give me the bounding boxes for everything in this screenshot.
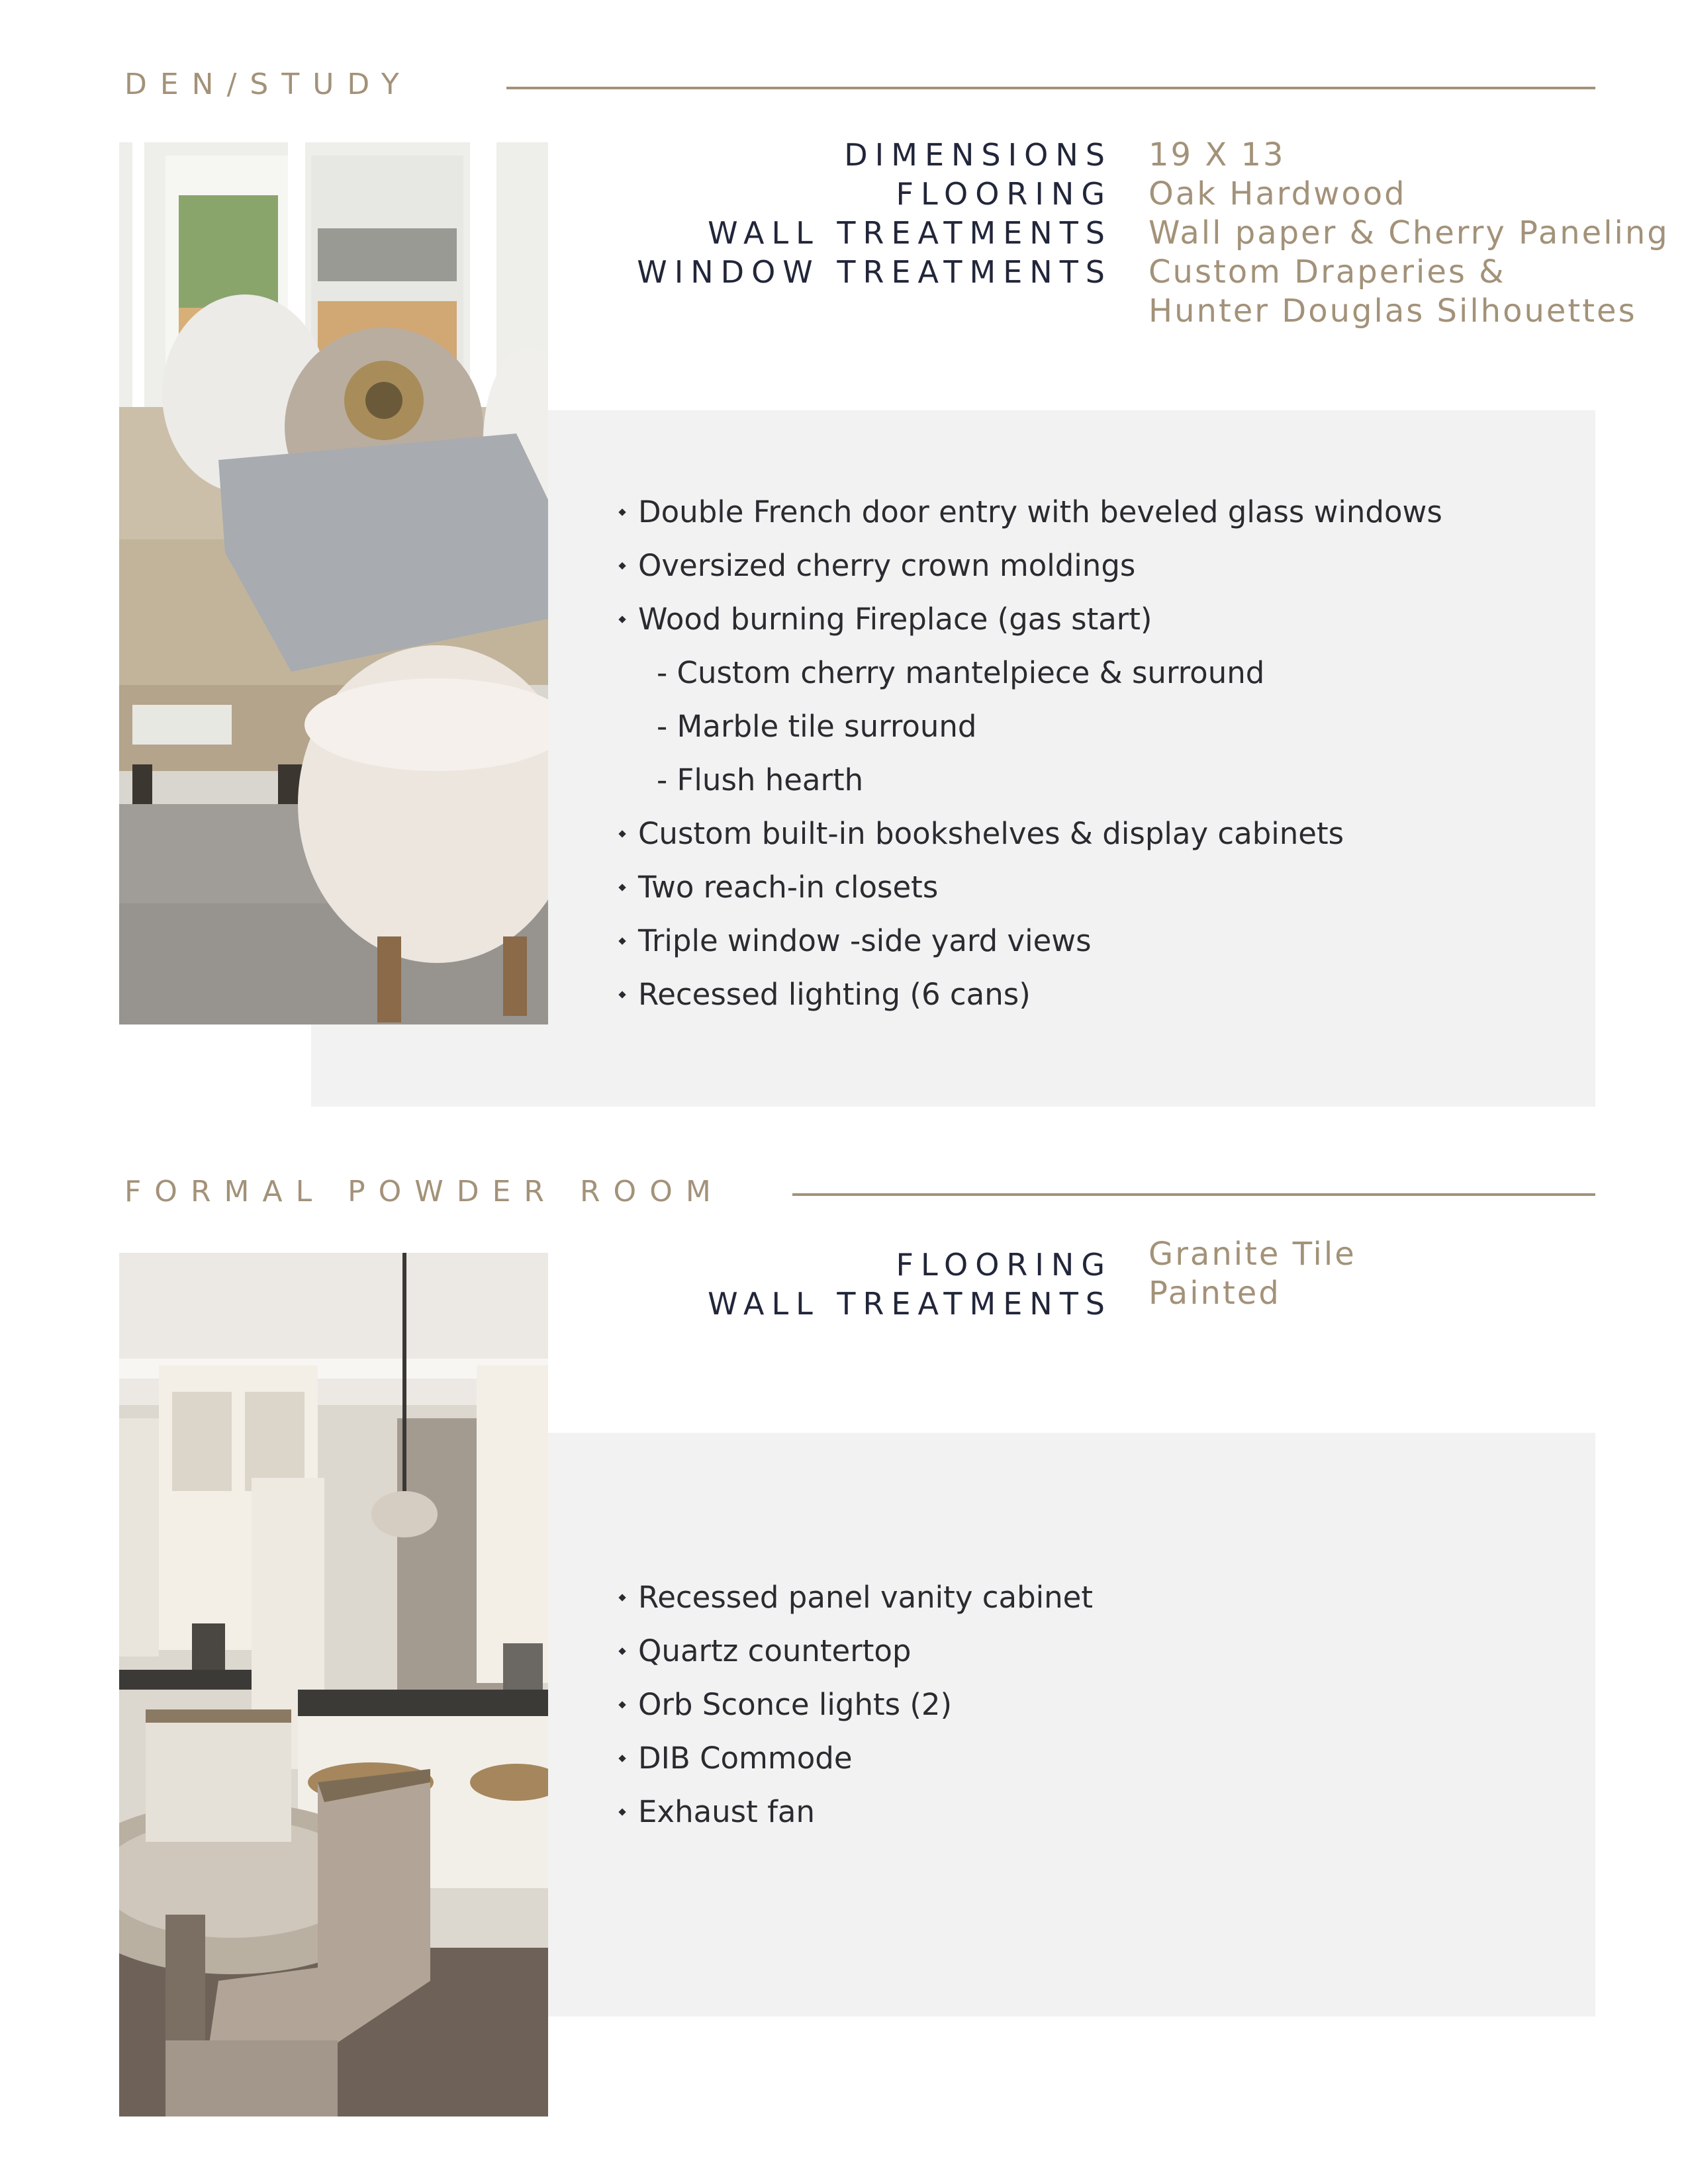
specs-values bbox=[1149, 1235, 1356, 1313]
section-divider bbox=[506, 87, 1595, 89]
list-sub-item: - Custom cherry mantelpiece & surround bbox=[657, 655, 1265, 690]
spec-value-window-treatments: Custom Draperies & bbox=[1149, 253, 1506, 291]
spec-value-flooring: Oak Hardwood bbox=[1149, 175, 1407, 212]
section-title: DEN/STUDY bbox=[124, 68, 412, 101]
features-list bbox=[618, 1570, 1093, 1839]
spec-label-wall-treatments: WALL TREATMENTS bbox=[708, 215, 1112, 251]
spec-value-window-treatments-cont: Hunter Douglas Silhouettes bbox=[1149, 293, 1637, 330]
spec-label-wall-treatments: WALL TREATMENTS bbox=[708, 1286, 1112, 1322]
list-item: Wood burning Fireplace (gas start) bbox=[618, 592, 1442, 646]
section-title: FORMAL POWDER ROOM bbox=[124, 1175, 724, 1208]
spec-label-dimensions: DIMENSIONS bbox=[844, 137, 1112, 173]
spec-value-wall-treatments: Wall paper & Cherry Paneling bbox=[1149, 214, 1669, 251]
list-item: Two reach-in closets bbox=[618, 860, 1442, 914]
list-item: Double French door entry with beveled glass windows bbox=[618, 485, 1442, 539]
list-item: Oversized cherry crown moldings bbox=[618, 539, 1442, 592]
features-list bbox=[618, 485, 1442, 1021]
specs-labels bbox=[708, 1246, 1112, 1324]
list-sub-item: - Marble tile surround bbox=[657, 709, 977, 744]
spec-value-dimensions: 19 X 13 bbox=[1149, 136, 1286, 173]
spec-label-flooring: FLOORING bbox=[896, 176, 1112, 212]
list-sub-item: - Flush hearth bbox=[657, 762, 864, 797]
list-item: Custom built-in bookshelves & display cabinets bbox=[618, 807, 1442, 860]
list-item: DIB Commode bbox=[618, 1731, 1093, 1785]
spec-value-flooring: Granite Tile bbox=[1149, 1236, 1356, 1273]
powder-room-photo bbox=[119, 1253, 548, 2116]
list-item: Recessed panel vanity cabinet bbox=[618, 1570, 1093, 1624]
list-item: Quartz countertop bbox=[618, 1624, 1093, 1678]
list-item: Orb Sconce lights (2) bbox=[618, 1678, 1093, 1731]
spec-label-flooring: FLOORING bbox=[896, 1247, 1112, 1283]
spec-value-wall-treatments: Painted bbox=[1149, 1275, 1281, 1312]
section-divider bbox=[792, 1193, 1595, 1196]
list-item: Exhaust fan bbox=[618, 1785, 1093, 1839]
den-photo bbox=[119, 142, 548, 1024]
spec-label-window-treatments: WINDOW TREATMENTS bbox=[637, 254, 1112, 290]
specs-values bbox=[1149, 136, 1669, 331]
list-item: Recessed lighting (6 cans) bbox=[618, 968, 1442, 1021]
specs-labels bbox=[637, 136, 1112, 292]
list-item: Triple window -side yard views bbox=[618, 914, 1442, 968]
